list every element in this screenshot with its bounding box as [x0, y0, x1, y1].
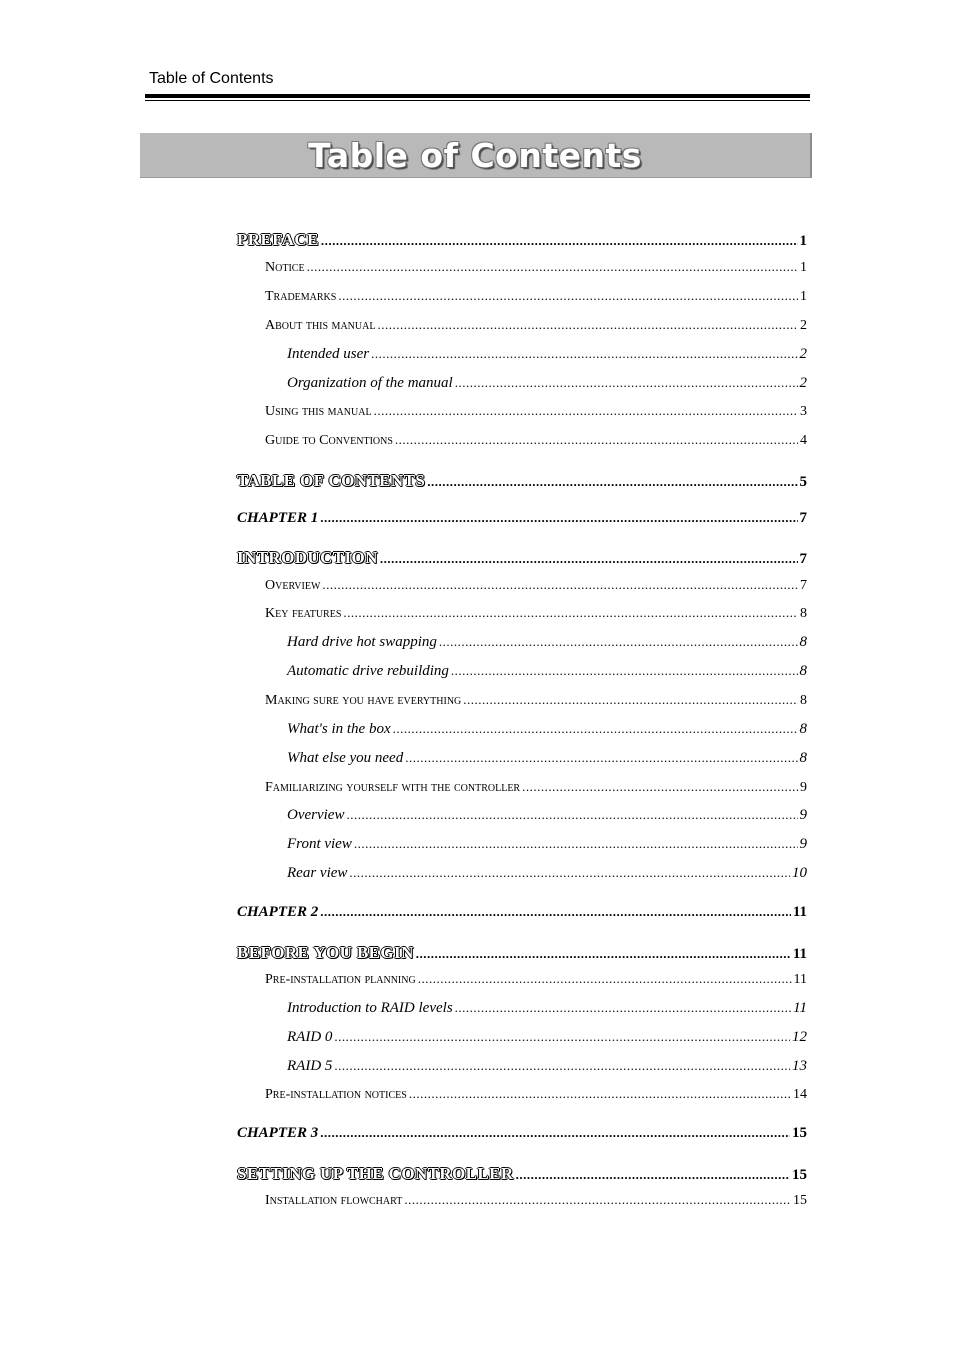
toc-entry-page: 5 — [799, 474, 807, 490]
toc-entry-title: Automatic drive rebuilding — [287, 663, 449, 679]
toc-entry[interactable] — [265, 288, 807, 310]
toc-dot-leader — [395, 432, 798, 448]
toc-entry-page: 15 — [792, 1125, 807, 1141]
toc-dot-leader — [463, 692, 798, 708]
toc-dot-leader — [307, 259, 798, 275]
toc-entry[interactable] — [287, 1058, 807, 1080]
running-header: Table of Contents — [149, 70, 274, 87]
toc-dot-leader — [380, 551, 798, 567]
toc-entry[interactable] — [265, 1192, 807, 1214]
toc-entry-page: 9 — [800, 780, 807, 795]
toc-dot-leader — [321, 233, 798, 249]
toc-entry-title: Guide to Conventions — [265, 433, 393, 448]
toc-dot-leader — [409, 1086, 791, 1102]
toc-entry[interactable] — [287, 375, 807, 397]
page-title: Table of Contents — [308, 135, 642, 175]
toc-dot-leader — [455, 375, 798, 391]
toc-entry-title: What else you need — [287, 750, 404, 766]
toc-entry-page: 11 — [792, 904, 807, 920]
toc-entry[interactable] — [265, 577, 807, 599]
toc-entry[interactable] — [237, 548, 807, 570]
toc-dot-leader — [374, 403, 798, 419]
toc-entry-title: Familiarizing yourself with the controller — [265, 780, 521, 795]
toc-dot-leader — [405, 750, 797, 766]
toc-entry-title: INTRODUCTION — [237, 548, 378, 567]
toc-entry-page: 3 — [800, 404, 807, 419]
toc-entry[interactable] — [287, 663, 807, 685]
toc-entry-page: 13 — [792, 1058, 807, 1074]
toc-entry-title: Trademarks — [265, 289, 337, 304]
toc-entry-title: About this manual — [265, 318, 376, 333]
toc-entry[interactable] — [265, 971, 807, 993]
toc-entry-title: CHAPTER 3 — [237, 1125, 319, 1141]
toc-dot-leader — [320, 510, 797, 526]
toc-entry-title: Hard drive hot swapping — [287, 634, 437, 650]
toc-entry-title: SETTING UP THE CONTROLLER — [237, 1164, 514, 1183]
toc-entry-title: Pre-installation planning — [265, 972, 416, 987]
toc-entry-page: 1 — [800, 260, 807, 275]
toc-entry[interactable] — [287, 1029, 807, 1051]
toc-entry-page: 15 — [793, 1193, 807, 1208]
toc-entry-title: Introduction to RAID levels — [287, 1000, 453, 1016]
toc-entry[interactable] — [265, 692, 807, 714]
toc-entry[interactable] — [287, 865, 807, 887]
toc-dot-leader — [439, 634, 798, 650]
toc-entry-page: 4 — [800, 433, 807, 448]
toc-entry[interactable] — [287, 1000, 807, 1022]
toc-entry[interactable] — [237, 230, 807, 252]
toc-dot-leader — [349, 865, 790, 881]
toc-entry-title: What's in the box — [287, 721, 391, 737]
toc-dot-leader — [322, 577, 798, 593]
toc-entry[interactable] — [287, 836, 807, 858]
toc-entry-title: Rear view — [287, 865, 348, 881]
toc-entry-title: RAID 5 — [287, 1058, 333, 1074]
toc-entry-title: Overview — [287, 807, 345, 823]
toc-entry-title: BEFORE YOU BEGIN — [237, 943, 414, 962]
toc-entry-page: 1 — [800, 289, 807, 304]
toc-entry[interactable] — [287, 634, 807, 656]
toc-dot-leader — [320, 1125, 790, 1141]
toc-entry-page: 15 — [792, 1167, 807, 1183]
toc-dot-leader — [516, 1167, 790, 1183]
toc-entry-title: Installation flowchart — [265, 1193, 403, 1208]
toc-entry[interactable] — [237, 471, 807, 493]
toc-entry-page: 9 — [799, 836, 807, 852]
toc-dot-leader — [334, 1029, 790, 1045]
toc-entry-title: Organization of the manual — [287, 375, 453, 391]
toc-entry-page: 2 — [799, 346, 807, 362]
toc-entry-title: CHAPTER 1 — [237, 510, 319, 526]
toc-dot-leader — [427, 474, 797, 490]
toc-dot-leader — [354, 836, 798, 852]
toc-dot-leader — [404, 1192, 791, 1208]
toc-entry-title: Pre-installation notices — [265, 1087, 407, 1102]
toc-dot-leader — [334, 1058, 790, 1074]
toc-entry-title: Front view — [287, 836, 352, 852]
toc-dot-leader — [416, 946, 791, 962]
toc-dot-leader — [455, 1000, 791, 1016]
toc-entry-title: CHAPTER 2 — [237, 904, 319, 920]
toc-dot-leader — [346, 807, 797, 823]
toc-dot-leader — [371, 346, 797, 362]
toc-entry[interactable] — [287, 807, 807, 829]
toc-entry-title: Overview — [265, 578, 321, 593]
toc-entry[interactable] — [265, 317, 807, 339]
toc-entry[interactable] — [237, 904, 807, 926]
toc-entry-page: 10 — [792, 865, 807, 881]
toc-dot-leader — [320, 904, 791, 920]
toc-entry[interactable] — [265, 259, 807, 281]
toc-entry-page: 8 — [799, 721, 807, 737]
toc-dot-leader — [451, 663, 798, 679]
toc-entry-page: 7 — [800, 578, 807, 593]
toc-entry-title: Key features — [265, 606, 342, 621]
toc-entry-page: 2 — [799, 375, 807, 391]
toc-entry[interactable] — [237, 943, 807, 965]
toc-entry-title: PREFACE — [237, 230, 319, 249]
toc-entry-page: 8 — [800, 606, 807, 621]
toc-entry[interactable] — [237, 1164, 807, 1186]
toc-entry[interactable] — [265, 403, 807, 425]
toc-entry-page: 8 — [800, 693, 807, 708]
toc-entry-page: 8 — [799, 750, 807, 766]
toc-entry[interactable] — [237, 510, 807, 532]
toc-entry-page: 11 — [793, 972, 807, 987]
toc-entry-page: 14 — [793, 1087, 807, 1102]
toc-entry-page: 7 — [799, 510, 807, 526]
toc-dot-leader — [377, 317, 798, 333]
toc-entry[interactable] — [265, 605, 807, 627]
toc-entry-page: 1 — [799, 233, 807, 249]
toc-entry[interactable] — [265, 1086, 807, 1108]
toc-entry-page: 8 — [799, 663, 807, 679]
toc-entry-title: Using this manual — [265, 404, 372, 419]
toc-dot-leader — [338, 288, 798, 304]
toc-entry-title: Making sure you have everything — [265, 693, 462, 708]
toc-entry-page: 9 — [799, 807, 807, 823]
toc-entry[interactable] — [287, 721, 807, 743]
toc-dot-leader — [522, 779, 798, 795]
toc-entry-page: 12 — [792, 1029, 807, 1045]
toc-dot-leader — [418, 971, 792, 987]
toc-entry-page: 11 — [792, 946, 807, 962]
toc-entry-page: 8 — [799, 634, 807, 650]
toc-entry[interactable] — [265, 432, 807, 454]
toc-entry[interactable] — [287, 750, 807, 772]
toc-entry-title: RAID 0 — [287, 1029, 333, 1045]
toc-dot-leader — [343, 605, 798, 621]
toc-entry-page: 7 — [799, 551, 807, 567]
toc-entry[interactable] — [265, 779, 807, 801]
toc-dot-leader — [393, 721, 798, 737]
toc-entry-title: Intended user — [287, 346, 370, 362]
toc-entry-page: 11 — [793, 1000, 807, 1016]
toc-entry-title: TABLE OF CONTENTS — [237, 471, 426, 490]
toc-entry-title: Notice — [265, 260, 305, 275]
toc-entry[interactable] — [287, 346, 807, 368]
toc-entry[interactable] — [237, 1125, 807, 1147]
toc-entry-page: 2 — [800, 318, 807, 333]
